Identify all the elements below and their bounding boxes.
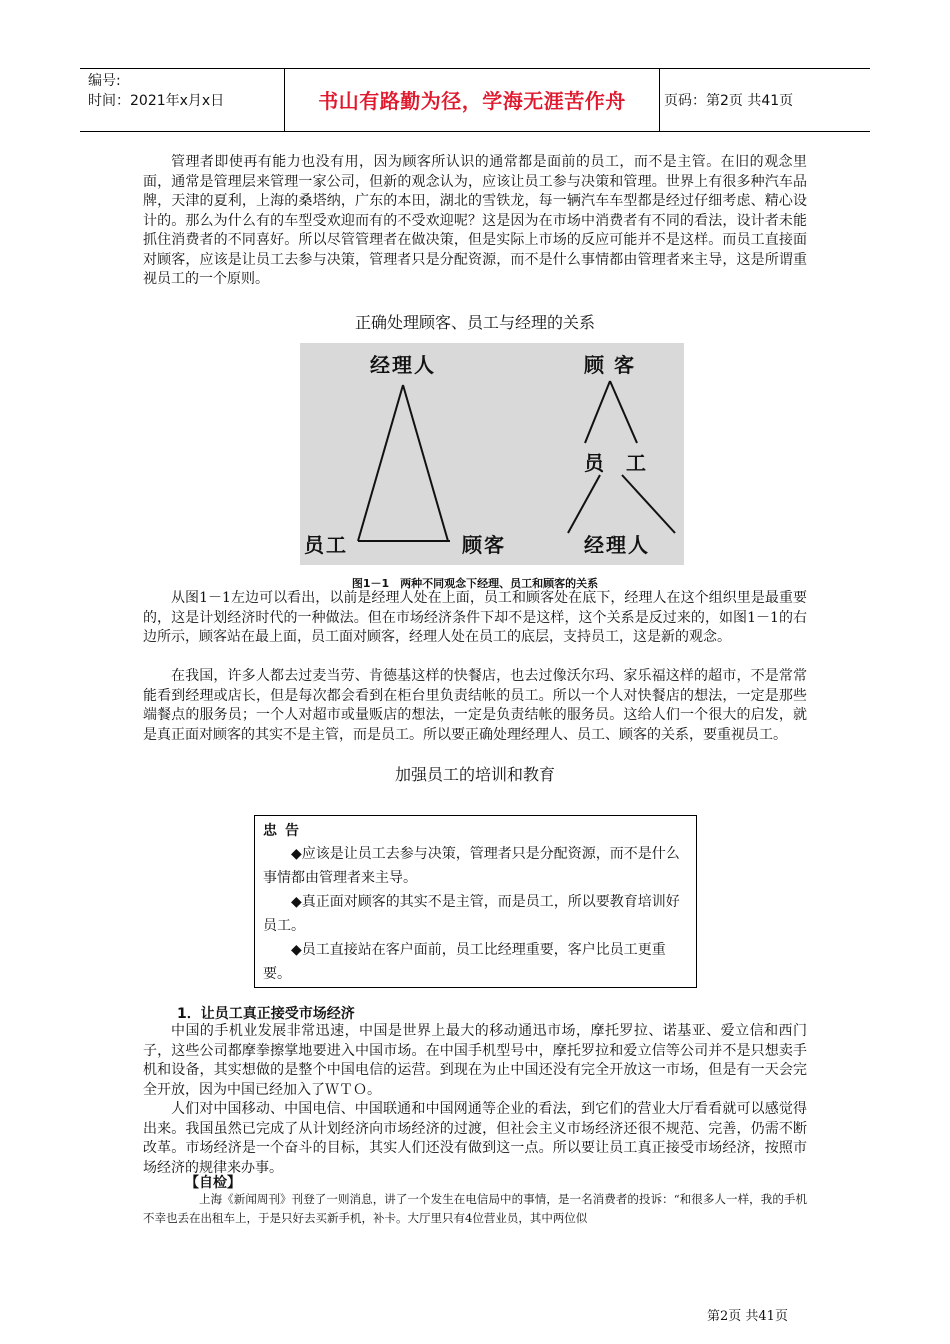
figure-caption: 图1－1 两种不同观念下经理、员工和顾客的关系 <box>351 577 599 590</box>
right-upper-right-edge <box>610 381 637 443</box>
advice-item: ◆员工直接站在客户面前，员工比经理重要，客户比员工更重要。 <box>263 942 666 982</box>
fig-right-bottom-label: 经理人 <box>584 533 650 557</box>
subsection-title: 1．让员工真正接受市场经济 <box>177 1006 355 1022</box>
page-footer: 第2页 共41页 <box>707 1309 788 1324</box>
self-check-text: 上海《新闻周刊》刊登了一则消息，讲了一个发生在电信局中的事情，是一名消费者的投诉：“和很多人一样，我的手机不幸也丢在出租车上，于是只好去买新手机，补卡。大厅里只有4位营业员，其中两位似 <box>143 1192 807 1225</box>
right-lower-right-edge <box>622 475 675 533</box>
advice-item: ◆应该是让员工去参与决策，管理者只是分配资源，而不是什么事情都由管理者来主导。 <box>263 846 680 886</box>
fig-left-top-label: 经理人 <box>370 353 436 377</box>
advice-title: 忠告 <box>263 823 307 839</box>
advice-item: ◆真正面对顾客的其实不是主管，而是员工，所以要教育培训好员工。 <box>263 894 680 934</box>
header-motto: 书山有路勤为径，学海无涯苦作舟 <box>318 89 626 113</box>
figure-explanation-paragraph: 从图1－1左边可以看出，以前是经理人处在上面，员工和顾客处在底下，经理人在这个组织里是最重要的，这是计划经济时代的一种做法。但在市场经济条件下却不是这样，这个关系是反过来的，如图1－1的右边所示，顾客站在最上面，员工面对顾客，经理人处在员工的底层，支持员工，这是新的观念。 <box>143 590 807 645</box>
fastfood-paragraph: 在我国，许多人都去过麦当劳、肯德基这样的快餐店，也去过像沃尔玛、家乐福这样的超市，不是常常能看到经理或店长，但是每次都会看到在柜台里负责结帐的员工。所以一个人对快餐店的想法，一定是那些端餐点的服务员；一个人对超市或量贩店的想法，一定是负责结帐的服务员。这给人们一个很大的启发，就是真正面对顾客的其实不是主管，而是员工。所以要正确处理经理人、员工、顾客的关系，要重视员工。 <box>143 668 807 743</box>
header-motto-box <box>284 69 660 131</box>
self-check-label: 【自检】 <box>185 1175 241 1191</box>
intro-paragraph: 管理者即使再有能力也没有用，因为顾客所认识的通常都是面前的员工，而不是主管。在旧的观念里面，通常是管理层来管理一家公司，但新的观念认为，应该让员工参与决策和管理。世界上有很多种汽车品牌，天津的夏利，上海的桑塔纳，广东的本田，湖北的雪铁龙，每一辆汽车车型都是经过仔细考虑、精心设计的。那么为什么有的车型受欢迎而有的不受欢迎呢？这是因为在市场中消费者有不同的看法，设计者未能抓住消费者的不同喜好。所以尽管管理者在做决策，但是实际上市场的反应可能并不是这样。而员工直接面对顾客，应该是让员工去参与决策，管理者只是分配资源，而不是什么事情都由管理者来主导，这是所谓重视员工的一个原则。 <box>143 154 807 287</box>
left-triangle-left-edge <box>358 385 403 541</box>
section-heading-training: 加强员工的培训和教育 <box>394 765 555 784</box>
section-heading-relationship: 正确处理顾客、员工与经理的关系 <box>354 313 595 332</box>
mobile-market-paragraph: 中国的手机业发展非常迅速，中国是世界上最大的移动通迅市场，摩托罗拉、诺基亚、爱立信和西门子，这些公司都摩拳擦掌地要进入中国市场。在中国手机型号中，摩托罗拉和爱立信等公司并不是只想卖手机和设备，其实想做的是整个中国电信的运营。到现在为止中国还没有完全开放这一市场，但是有一天会完全开放，因为中国已经加入了ＷＴＯ。 <box>143 1023 807 1098</box>
document-date: 时间：2021年x月x日 <box>88 93 225 109</box>
relationship-figure <box>300 343 684 565</box>
document-number-label: 编号: <box>88 73 121 89</box>
left-triangle-right-edge <box>403 385 448 541</box>
fig-left-bottom-right-label: 顾客 <box>462 533 506 557</box>
page-number-info: 页码：第2页 共41页 <box>664 93 794 109</box>
fig-left-bottom-left-label: 员工 <box>304 533 348 557</box>
right-upper-left-edge <box>585 381 610 443</box>
advice-box <box>254 815 697 988</box>
header-meta <box>88 71 224 111</box>
page-header <box>80 68 870 132</box>
market-economy-paragraph: 人们对中国移动、中国电信、中国联通和中国网通等企业的看法，到它们的营业大厅看看就可以感觉得出来。我国虽然已完成了从计划经济向市场经济的过渡，但社会主义市场经济还很不规范、完善，仍需不断改革。市场经济是一个奋斗的目标，其实人们还没有做到这一点。所以要让员工真正接受市场经济，按照市场经济的规律来办事。 <box>143 1101 807 1176</box>
right-lower-left-edge <box>568 475 600 533</box>
fig-right-middle-label: 员工 <box>584 451 668 475</box>
fig-right-top-label: 顾客 <box>584 353 644 377</box>
